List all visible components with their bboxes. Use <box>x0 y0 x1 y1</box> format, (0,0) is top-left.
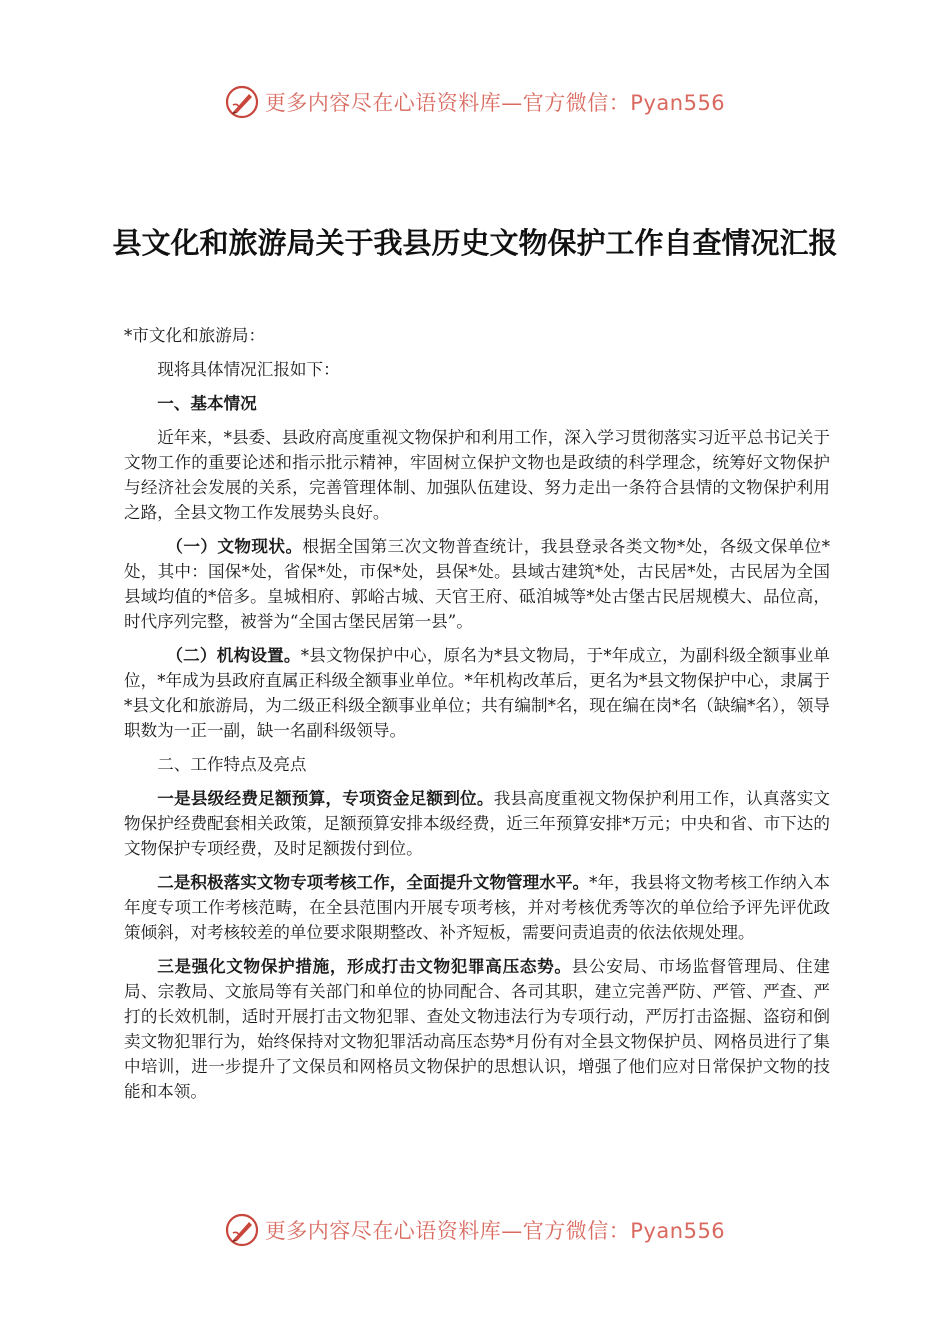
document-title: 县文化和旅游局关于我县历史文物保护工作自查情况汇报 <box>112 226 838 260</box>
banner-text: 更多内容尽在心语资料库—官方微信：Pyan556 <box>264 91 726 115</box>
point3-lead: 三是强化文物保护措施，形成打击文物犯罪高压态势。 <box>157 957 572 976</box>
point1-lead: 一是县级经费足额预算，专项资金足额到位。 <box>157 789 494 808</box>
sub1-text: 根据全国第三次文物普查统计，我县登录各类文物*处，各级文保单位*处，其中：国保*处，省保*处，市保*处，县保*处。县域古建筑*处，古民居*处，古民居为全国县域均值的*倍多。皇城相府、郭峪古城、天官王府、砥洎城等*处古堡古民居规模大、品位高，时代序列完整，被誉为“全国古堡民居第一县”。 <box>124 537 831 631</box>
point3-text: 县公安局、市场监督管理局、住建局、宗教局、文旅局等有关部门和单位的协同配合、各司其职，建立完善严防、严管、严查、严打的长效机制，适时开展打击文物犯罪、查处文物违法行为专项行动，严厉打击盗掘、盗窃和倒卖文物犯罪行为，始终保持对文物犯罪活动高压态势*月份有对全县文物保护员、网格员进行了集中培训，进一步提升了文保员和网格员文物保护的思想认识，增强了他们应对日常保护文物的技能和本领。 <box>124 957 830 1101</box>
point2-paragraph <box>124 870 830 945</box>
intro-paragraph: 现将具体情况汇报如下： <box>157 360 340 379</box>
writing-pen-logo-icon <box>225 1213 259 1247</box>
section2-heading: 二、工作特点及亮点 <box>157 755 307 774</box>
sub2-paragraph <box>124 643 830 743</box>
sub2-lead: （二）机构设置。 <box>166 646 301 665</box>
point2-lead: 二是积极落实文物专项考核工作，全面提升文物管理水平。 <box>157 873 590 892</box>
section1-heading: 一、基本情况 <box>157 394 257 413</box>
point1-paragraph <box>124 786 830 861</box>
banner-text: 更多内容尽在心语资料库—官方微信：Pyan556 <box>264 1219 726 1243</box>
sub2-text: *县文物保护中心，原名为*县文物局，于*年成立，为副科级全额事业单位，*年成为县政府直属正科级全额事业单位。*年机构改革后，更名为*县文物保护中心，隶属于*县文化和旅游局，为二级正科级全额事业单位；共有编制*名，现在编在岗*名（缺编*名），领导职数为一正一副，缺一名副科级领导。 <box>124 646 831 740</box>
point2-text: *年，我县将文物考核工作纳入本年度专项工作考核范畴，在全县范围内开展专项考核，并对考核优秀等次的单位给予评先评优政策倾斜，对考核较差的单位要求限期整改、补齐短板，需要问责追责的依法依规处理。 <box>124 873 831 942</box>
writing-pen-logo-icon <box>225 85 259 119</box>
section1-paragraph: 近年来，*县委、县政府高度重视文物保护和利用工作，深入学习贯彻落实习近平总书记关于文物工作的重要论述和指示批示精神，牢固树立保护文物也是政绩的科学理念，统筹好文物保护与经济社会发展的关系，完善管理体制、加强队伍建设、努力走出一条符合县情的文物保护利用之路，全县文物工作发展势头良好。 <box>124 428 830 522</box>
footer-banner <box>0 1210 950 1250</box>
sub1-lead: （一）文物现状。 <box>166 537 303 556</box>
salutation: *市文化和旅游局： <box>124 326 266 345</box>
point1-text: 我县高度重视文物保护利用工作，认真落实文物保护经费配套相关政策，足额预算安排本级经费，近三年预算安排*万元；中央和省、市下达的文物保护专项经费，及时足额拨付到位。 <box>124 789 831 858</box>
header-banner <box>0 82 950 122</box>
point3-paragraph <box>124 954 830 1104</box>
document-body <box>124 323 830 1104</box>
sub1-paragraph <box>124 534 830 634</box>
